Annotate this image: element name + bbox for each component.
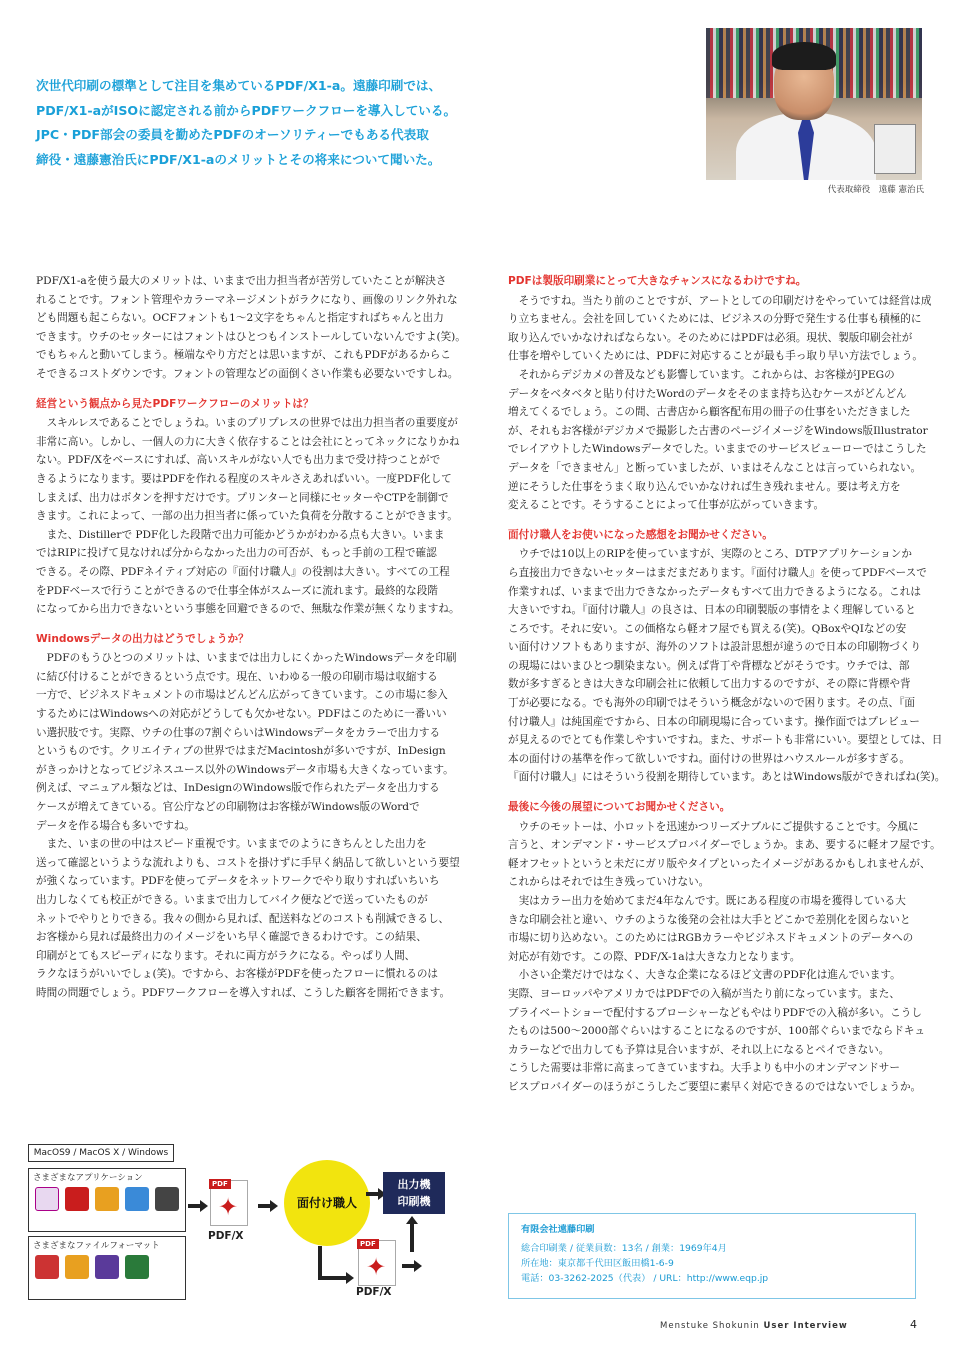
arrow-right-icon [258, 1200, 278, 1212]
lead-line: JPC・PDF部会の委員を勤めたPDFのオーソリティーでもある代表取 [36, 127, 429, 143]
body-line: お客様から見れば最終出力のイメージをいち早く確認できるわけです。この結果、 [36, 931, 427, 944]
body-line: こうした需要は非常に高まってきていますね。大手よりも中小のオンデマンドサー [508, 1062, 900, 1075]
body-line: 軽オフセットというと未だにガリ版やタイプといったイメージがあるかもしれませんが、 [508, 857, 931, 870]
body-line: 逆にそうした仕事をうまく取り込んでいかなければ生き残れません。要は考え方を [508, 480, 901, 493]
body-line: が、それもお客様がデジカメで撮影した古書のページイメージをWindows版Illustrator [508, 424, 928, 437]
body-line: 大きいですね。『面付け職人』の良さは、日本の印刷製版の事情をよく理解していると [508, 604, 916, 617]
body-line: の現場にはいまひとつ馴染まない。例えば背丁や背標などがそうです。ウチでは、部 [508, 659, 910, 672]
body-line: 小さい企業だけではなく、大きな企業になるほど文書のPDF化は進んでいます。 [508, 969, 901, 982]
body-line: り立ちません。会社を回していくためには、ビジネスの分野で発生する仕事も積極的に [508, 313, 922, 326]
body-line: でもちゃんと動いてしまう。極端なやり方だとは思いますが、これもPDFがあるからこ [36, 349, 451, 362]
pdfx-label: PDF/X [356, 1286, 392, 1298]
body-line: きるようになります。要はPDFを作れる程度のスキルさえあればいい。一度PDF化して [36, 472, 452, 485]
body-line: が見えるのでとても作業しやすいですね。また、サポートも非常にいい。要望としては、日 [508, 734, 943, 747]
body-line: ウチでは10以上のRIPを使っていますが、実際のところ、DTPアプリケーションか [508, 548, 912, 561]
body-line: 数が多すぎるときは大きな印刷会社に依頼して出力するのですが、その際に背標や背 [508, 678, 911, 691]
body-line: そできるコストダウンです。フォントの管理などの面倒くさい作業も必要ないですしね。 [36, 367, 459, 380]
lead-line: 締役・遠藤憲治氏にPDF/X1-aのメリットとその将来について聞いた。 [36, 151, 441, 167]
pdfx-label: PDF/X [208, 1230, 244, 1242]
body-line: になってから出力できないという事態を回避できるので、無駄な作業が無くなりますね。 [36, 603, 460, 616]
body-line: たものは500〜2000部ぐらいはすることになるのですが、100部ぐらいまでならドキュ [508, 1025, 925, 1038]
page-number: 4 [910, 1318, 917, 1331]
body-line: ビスプロバイダーのほうがこうしたご要望に素早く対応できるのではないでしょうか。 [508, 1080, 922, 1093]
body-line: するためにはWindowsへの対応がどうしても欠かせない。PDFはこのために一番いい [36, 708, 447, 721]
body-line: 本の面付けの基準を作って欲しいですね。面付けの世界はハウスルールが多すぎる。 [508, 752, 911, 765]
body-line: 一方で、ビジネスドキュメントの市場はどんどん広がってきています。この市場に参入 [36, 689, 448, 702]
body-line: が強くなっています。PDFを使ってデータをネットワークでやり取りすればいちいち [36, 875, 440, 888]
body-line: きな印刷会社と違い、ウチのような後発の会社は大手とどこかで差別化を図らないと [508, 913, 911, 926]
footer-section: User Interview [763, 1321, 848, 1331]
body-line: 出力しなくても校正ができる。いままで出力してバイク便などで送っていたものが [36, 894, 428, 906]
body-line: 対応が有効です。この際、PDF/X-1aは大きな力となります。 [508, 950, 801, 963]
body-line: そうですね。当たり前のことですが、アートとしての印刷だけをやっていては経営は成 [508, 294, 932, 307]
body-line: 作業すれば、いままで出力できなかったデータもすべて出力できるようになる。これは [508, 585, 921, 598]
lead-paragraph [36, 74, 466, 172]
body-line: 送って確認というような流れよりも、コストを掛けずに手早く納品して欲しいという要望 [36, 856, 460, 869]
applications-label: さまざまなアプリケーション [33, 1173, 143, 1183]
body-line: 変えることです。そうすることによって仕事が広がっていきます。 [508, 499, 825, 512]
eps-file-icon [35, 1255, 59, 1279]
menzuke-shokunin-circle: 面付け職人 [284, 1160, 370, 1246]
applications-group [28, 1168, 186, 1232]
file-formats-group [28, 1236, 186, 1300]
footer-title [660, 1321, 848, 1331]
footer-brand: Menstuke Shokunin [660, 1321, 764, 1331]
photo-caption: 代表取締役 遠藤 憲治氏 [827, 185, 924, 195]
company-name: 有限会社遠藤印刷 [521, 1224, 595, 1235]
company-info-box [508, 1213, 916, 1299]
body-line: ども問題も起こらない。OCFフォントも1〜2文字をちゃんと指定すればちゃんと出力 [36, 312, 444, 325]
section-heading: Windowsデータの出力はどうでしょうか？ [36, 632, 249, 645]
section-heading: 最後に今後の展望についてお聞かせください。 [508, 801, 731, 814]
body-line: をPDFベースで行うことができるので仕事全体がスムーズに流れます。最終的な段階 [36, 584, 438, 597]
body-line: 実際、ヨーロッパやアメリカではPDFでの入稿が当たり前になっています。また、 [508, 987, 900, 1000]
body-line: しまえば、出力はボタンを押すだけです。プリンターと同様にセッターやCTPを制御で [36, 491, 449, 504]
ai-file-icon [65, 1255, 89, 1279]
id-file-icon [95, 1255, 119, 1279]
acrobat-symbol-icon: ✦ [366, 1253, 387, 1281]
pdf-tag: PDF [357, 1239, 379, 1249]
body-line: ウチのモットーは、小ロットを迅速かつリーズナブルにご提供することです。今風に [508, 820, 919, 833]
body-line: カラーなどで出力しても予算は見合いますが、それ以上になるとペイできない。 [508, 1043, 890, 1056]
hair-shape [772, 42, 836, 70]
body-line: ネットでやりとりできる。我々の側から見れば、配送料などのコストも削減できるし、 [36, 912, 450, 925]
acrobat-symbol-icon: ✦ [218, 1193, 239, 1221]
body-line: 増えてくるでしょう。この間、古書店から顧客配布用の冊子の仕事をいただきました [508, 406, 911, 419]
body-line: 市場に切り込めない。このためにはRGBカラーやビジネスドキュメントのデータへの [508, 932, 914, 945]
file-formats-label: さまざまなファイルフォーマット [33, 1241, 160, 1251]
arrow-up-icon [406, 1216, 418, 1252]
body-line: これからはそれでは生き残っていけない。 [508, 876, 710, 889]
lead-line: PDF/X1-aがISOに認定される前からPDFワークフローを導入している。 [36, 102, 457, 118]
output-device-box [383, 1172, 445, 1214]
body-line: また、Distillerで PDF化した段階で出力可能かどうかがわかる点も大きい。いまま [36, 528, 445, 541]
body-line: 非常に高い。しかし、一個人の力に大きく依存することは会社にとってネックになりかね [36, 435, 460, 448]
body-line: ない。PDF/Xをベースにすれば、高いスキルがない人でも出力まで受け持つことがで [36, 454, 441, 467]
section-heading: 経営という観点から見たPDFワークフローのメリットは？ [36, 397, 314, 410]
body-line: 言うと、オンデマンド・サービスプロバイダーでしょうか。まあ、要するに軽オフ屋です。 [508, 839, 941, 852]
body-line: 丁が必要になる。でも海外の印刷ではそういう概念がないので困ります。その点、『面 [508, 697, 916, 710]
body-line: データを「できません」と断っていましたが、いまはそんなことは言っていられない。 [508, 461, 922, 474]
arrow-down-right-icon [318, 1246, 358, 1286]
book-shape [874, 124, 916, 174]
body-line: ラクなほうがいいでしょ(笑)。ですから、お客様がPDFを使ったフローに慣れるのは [36, 968, 439, 981]
body-line: 時間の問題でしょう。PDFワークフローを導入すれば、こうした顧客を開拓できます。 [36, 986, 451, 999]
body-line: それからデジカメの普及なども影響しています。これからは、お客様がJPEGの [508, 368, 895, 381]
body-line: できる。その際、PDFネイティブ対応の『面付け職人』の役割は大きい。すべての工程 [36, 565, 450, 578]
company-contact: 電話：03-3262-2025（代表） / URL：http://www.eqp.jp [521, 1273, 769, 1284]
output-device-label: 出力機 [397, 1178, 431, 1191]
body-line: ケースが増えてきている。官公庁などの印刷物はお客様がWindows版のWordで [36, 801, 420, 814]
body-line: 実はカラー出力を始めてまだ4年なんです。既にある程度の市場を獲得している大 [508, 895, 906, 907]
body-line: れることです。フォント管理やカラーマネージメントがラクになり、画像のリンク外れな [36, 293, 458, 306]
image-file-icon [125, 1255, 149, 1279]
body-line: 例えば、マニュアル類などは、InDesignのWindows版で作られたデータを出力する [36, 782, 440, 795]
right-article-column [508, 272, 946, 1097]
company-business: 総合印刷業 / 従業員数：13名 / 創業：1969年4月 [521, 1243, 727, 1254]
quark-icon [155, 1187, 179, 1211]
arrow-right-icon [188, 1200, 208, 1212]
section-heading: 面付け職人をお使いになった感想をお聞かせください。 [508, 528, 773, 541]
indesign-icon [35, 1187, 59, 1211]
illustrator-icon [95, 1187, 119, 1211]
body-line: 『面付け職人』にはそういう役割を期待しています。あとはWindows版ができればね(笑)。 [508, 771, 946, 784]
body-line: ではRIPに投げて見なければ分からなかった出力の可否が、もっと手前の工程で確認 [36, 547, 437, 560]
pdf-file-icon [210, 1180, 248, 1226]
body-line: データをベタベタと貼り付けたWordのデータをそのまま持ち込むケースがどんどん [508, 387, 907, 400]
body-line: データを作る場合も多いですね。 [36, 819, 195, 832]
os-label: MacOS9 / MacOS X / Windows [28, 1144, 174, 1162]
body-line: ころです。それに安い。この価格なら軽オフ屋でも買える(笑)。QBoxやQIなどの安 [508, 622, 907, 635]
body-line: 印刷がとてもスピーディになります。それに両方がラクになる。やっぱり人間、 [36, 949, 416, 962]
body-line: い面付けソフトもありますが、海外のソフトは設計思想が違うので日本の印刷物づくり [508, 641, 921, 654]
acrobat-icon [65, 1187, 89, 1211]
body-line: というものです。クリエイティブの世界ではまだMacintoshが多いですが、InDesign [36, 745, 446, 758]
pdf-tag: PDF [209, 1179, 231, 1189]
section-heading: PDFは製版印刷業にとって大きなチャンスになるわけですね。 [508, 275, 807, 287]
printing-press-label: 印刷機 [397, 1195, 431, 1208]
pdf-file-icon [358, 1240, 396, 1286]
body-line: がきっかけとなってビジネスユース以外のWindowsデータ市場も大きくなっています。 [36, 763, 454, 776]
body-line: きます。これによって、一部の出力担当者に係っていた負荷を分散することができます。 [36, 510, 458, 523]
body-line: い選択肢です。実際、ウチの仕事の7割ぐらいはWindowsデータをカラーで出力する [36, 726, 441, 739]
photoshop-icon [125, 1187, 149, 1211]
body-line: プライベートショーで配付するブローシャーなどもやはりPDFでの入稿が多い。こうし [508, 1006, 922, 1019]
body-line: でレイアウトしたWindowsデータでした。いままでのサービスビューローではこうした [508, 443, 927, 456]
body-line: ら直接出力できないセッターはまだまだあります。『面付け職人』を使ってPDFベースで [508, 566, 927, 579]
body-line: PDFのもうひとつのメリットは、いままでは出力しにくかったWindowsデータを印刷 [36, 652, 457, 665]
body-line: できます。ウチのセッターにはフォントはひとつもインストールしていないんですよ(笑)。 [36, 330, 466, 343]
left-article-column [36, 272, 466, 1003]
arrow-right-icon [402, 1260, 422, 1272]
workflow-diagram [28, 1140, 458, 1300]
lead-line: 次世代印刷の標準として注目を集めているPDF/X1-a。遠藤印刷では、 [36, 78, 442, 93]
portrait-photo [706, 28, 922, 180]
body-line: 取り込んでいかなければならない。そのためにはPDFは必須。現状、製版印刷会社が [508, 331, 913, 344]
body-line: 仕事を増やしていくためには、PDFに対応することが最も手っ取り早い方法でしょう。 [508, 350, 923, 363]
company-address: 所在地：東京都千代田区飯田橋1-6-9 [521, 1258, 674, 1269]
body-line: PDF/X1-aを使う最大のメリットは、いままで出力担当者が苦労していたことが解決さ [36, 275, 447, 287]
body-line: 付け職人』は純国産ですから、日本の印刷現場に合っています。操作面ではプレビュー [508, 715, 920, 728]
body-line: スキルレスであることでしょうね。いまのプリプレスの世界では出力担当者の重要度が [36, 417, 458, 430]
body-line: に結び付けることができるという点です。現在、いわゆる一般の印刷市場は収縮する [36, 670, 438, 683]
body-line: また、いまの世の中はスピード重視です。いままでのようにきちんとした出力を [36, 838, 427, 851]
